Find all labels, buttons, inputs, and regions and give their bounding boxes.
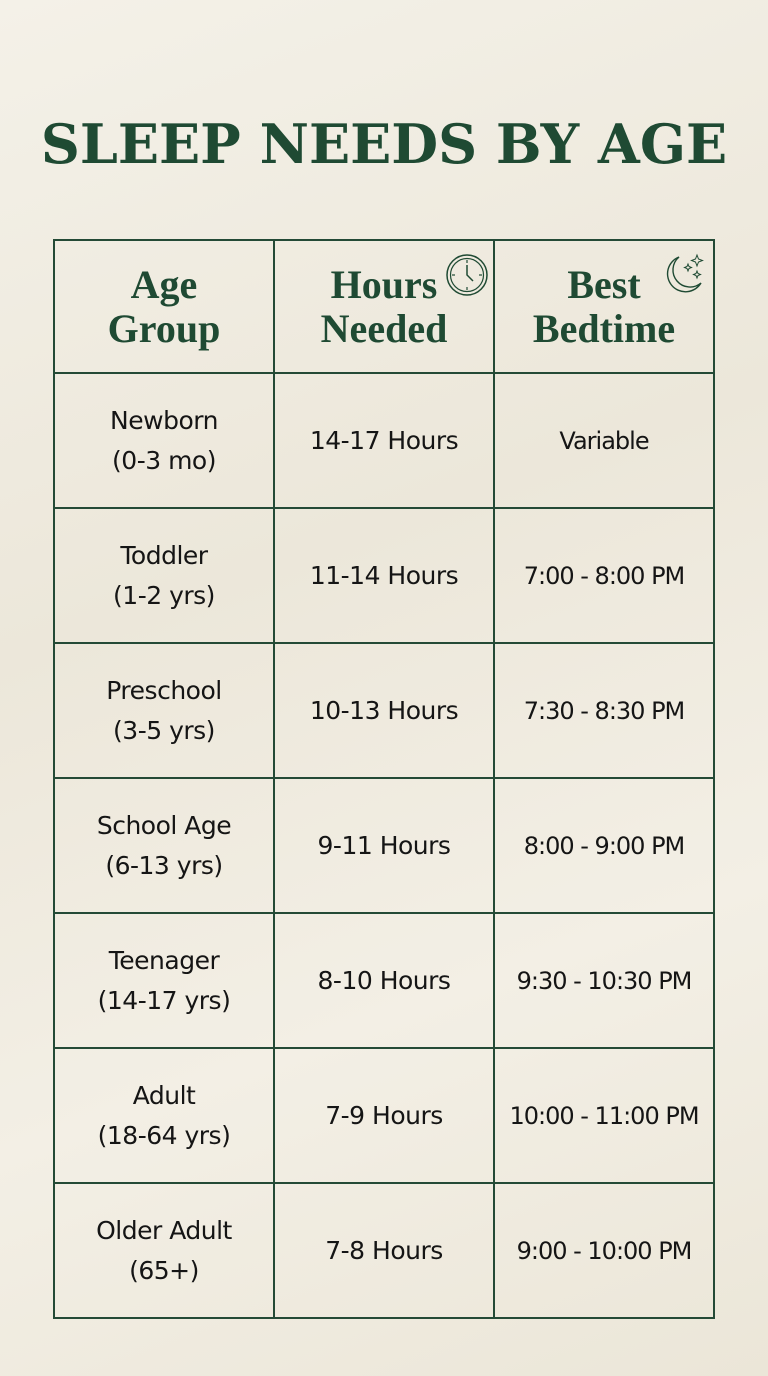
age-group-name: Newborn xyxy=(110,405,218,435)
best-bedtime-cell: Variable xyxy=(494,373,714,508)
age-group-name: Older Adult xyxy=(96,1215,232,1245)
age-range: (65+) xyxy=(129,1255,199,1285)
table-row xyxy=(54,1048,714,1183)
header-hours-needed xyxy=(274,240,494,373)
table-row xyxy=(54,508,714,643)
age-range: (3-5 yrs) xyxy=(113,715,215,745)
hours-needed-cell: 11-14 Hours xyxy=(274,508,494,643)
age-range: (14-17 yrs) xyxy=(97,985,231,1015)
best-bedtime-cell: 10:00 - 11:00 PM xyxy=(494,1048,714,1183)
header-line: Needed xyxy=(320,305,448,351)
table-row xyxy=(54,913,714,1048)
header-line: Group xyxy=(107,305,221,351)
table-row xyxy=(54,1183,714,1318)
hours-needed-cell: 9-11 Hours xyxy=(274,778,494,913)
hours-needed-cell: 10-13 Hours xyxy=(274,643,494,778)
best-bedtime-cell: 8:00 - 9:00 PM xyxy=(494,778,714,913)
age-group-cell xyxy=(54,1183,274,1318)
age-group-cell xyxy=(54,508,274,643)
page-title: SLEEP NEEDS BY AGE xyxy=(40,112,728,176)
age-group-name: Adult xyxy=(132,1080,196,1110)
table-header-row xyxy=(54,240,714,373)
header-age-group xyxy=(54,240,274,373)
age-range: (18-64 yrs) xyxy=(97,1120,231,1150)
age-group-name: Teenager xyxy=(108,945,220,975)
age-group-cell xyxy=(54,373,274,508)
age-group-name: Preschool xyxy=(106,675,222,705)
header-line: Hours xyxy=(330,261,438,307)
age-group-name: School Age xyxy=(96,810,232,840)
hours-needed-cell: 14-17 Hours xyxy=(274,373,494,508)
age-group-cell xyxy=(54,913,274,1048)
age-group-name: Toddler xyxy=(120,540,208,570)
header-line: Bedtime xyxy=(532,305,676,351)
header-line: Age xyxy=(130,261,198,307)
table-row xyxy=(54,778,714,913)
best-bedtime-cell: 9:30 - 10:30 PM xyxy=(494,913,714,1048)
hours-needed-cell: 7-8 Hours xyxy=(274,1183,494,1318)
table-row xyxy=(54,643,714,778)
hours-needed-cell: 8-10 Hours xyxy=(274,913,494,1048)
best-bedtime-cell: 9:00 - 10:00 PM xyxy=(494,1183,714,1318)
header-line: Best xyxy=(567,261,641,307)
age-group-cell xyxy=(54,643,274,778)
age-range: (6-13 yrs) xyxy=(105,850,223,880)
sleep-needs-table xyxy=(53,239,715,1319)
header-best-bedtime xyxy=(494,240,714,373)
age-group-cell xyxy=(54,1048,274,1183)
age-range: (0-3 mo) xyxy=(112,445,216,475)
clock-icon xyxy=(445,253,489,297)
hours-needed-cell: 7-9 Hours xyxy=(274,1048,494,1183)
moon-stars-icon xyxy=(659,251,705,297)
age-group-cell xyxy=(54,778,274,913)
age-range: (1-2 yrs) xyxy=(113,580,215,610)
best-bedtime-cell: 7:00 - 8:00 PM xyxy=(494,508,714,643)
table-row xyxy=(54,373,714,508)
best-bedtime-cell: 7:30 - 8:30 PM xyxy=(494,643,714,778)
